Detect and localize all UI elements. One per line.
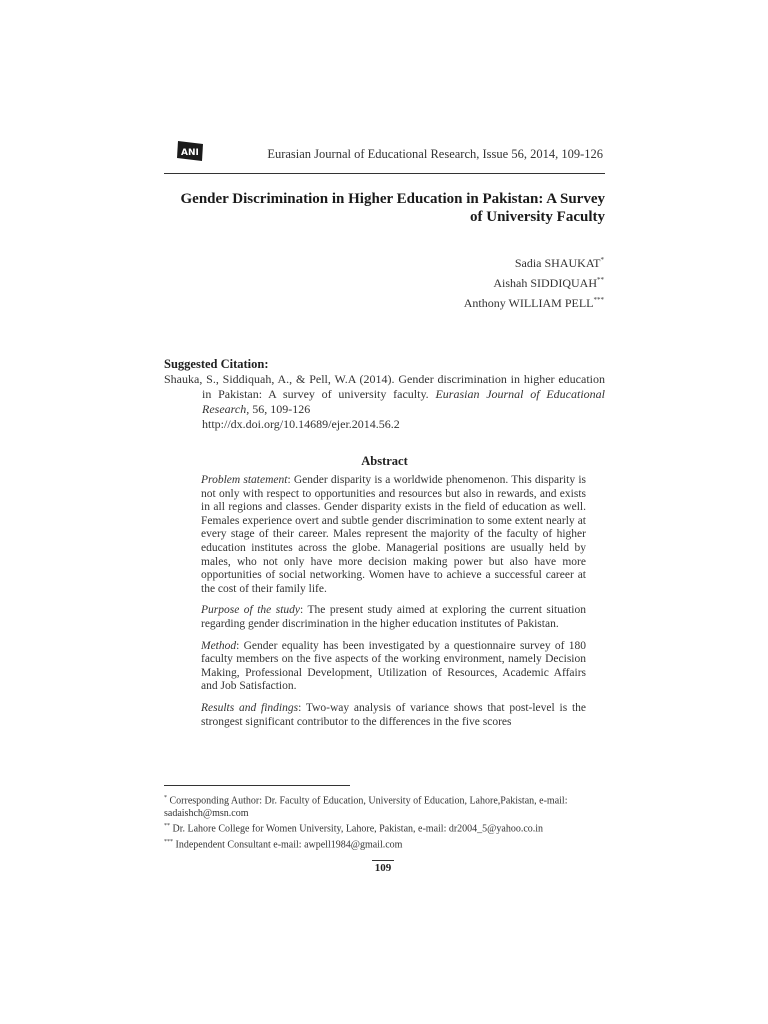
author-mark: * bbox=[600, 256, 604, 264]
author-3 bbox=[464, 296, 604, 311]
footnote-mark: * bbox=[164, 795, 167, 801]
footnote-divider bbox=[164, 785, 350, 786]
paragraph-text: : The present study aimed at exploring the current situation regarding gender discrimination in the higher education institutes of Pakistan. bbox=[201, 604, 586, 630]
paper-title: Gender Discrimination in Higher Education in Pakistan: A Survey of University Faculty bbox=[180, 191, 605, 225]
abstract-paragraph bbox=[201, 640, 586, 694]
journal-header: Eurasian Journal of Educational Research, Issue 56, 2014, 109-126 bbox=[267, 147, 603, 161]
author-name: Anthony WILLIAM PELL bbox=[463, 296, 594, 310]
paragraph-text: : Gender disparity is a worldwide phenomenon. This disparity is not only with respect to opportunities and resources but also in rewards, and exists in all regions and classes. Gender disparity exists in the field of education as well. Females experience overt and subtle gender discrimination to some extent nearly at every stage of their career. Males represent the majority of the faculty of higher education institutes across the globe. Managerial positions are usually held by males, who not only have more decision making power but also have more opportunities of social networking. Women have to achieve a successful career at the cost of their family life. bbox=[201, 474, 586, 595]
citation-text: Shauka, S., Siddiquah, A., & Pell, W.A (2014). Gender discrimination in higher education in Pakistan: A survey of university faculty. bbox=[164, 372, 605, 401]
abstract-paragraph bbox=[201, 604, 586, 631]
paragraph-label: Method bbox=[201, 639, 237, 652]
paragraph-label: Purpose of the study bbox=[201, 604, 301, 617]
abstract-heading: Abstract bbox=[361, 454, 408, 468]
abstract-paragraph bbox=[201, 474, 586, 596]
citation-journal: Eurasian Journal of Educational Research, bbox=[202, 387, 606, 416]
logo-text: ANI bbox=[181, 148, 199, 158]
page-number: 109 bbox=[372, 860, 394, 874]
footnote-text: Corresponding Author: Dr. Faculty of Education, University of Education, Lahore,Pakistan, e-mail: sadaishch@msn.com bbox=[164, 795, 568, 819]
abstract-paragraph bbox=[201, 702, 586, 729]
author-name: Sadia SHAUKAT bbox=[514, 256, 601, 270]
footnote-text: Independent Consultant e-mail: awpell1984@gmail.com bbox=[175, 839, 403, 851]
suggested-citation bbox=[164, 372, 605, 432]
citation-volume: 56, 109-126 bbox=[252, 402, 311, 416]
journal-logo bbox=[176, 140, 206, 162]
paragraph-label: Problem statement bbox=[201, 474, 288, 486]
paragraph-label: Results and findings bbox=[201, 701, 299, 714]
author-2 bbox=[493, 276, 604, 291]
author-1 bbox=[515, 256, 604, 271]
author-name: Aishah SIDDIQUAH bbox=[493, 276, 597, 290]
citation-doi-link[interactable]: http://dx.doi.org/10.14689/ejer.2014.56.2 bbox=[202, 417, 400, 431]
footnote-mark: ** bbox=[164, 823, 170, 830]
author-mark: ** bbox=[597, 276, 604, 284]
citation-heading: Suggested Citation: bbox=[164, 357, 269, 371]
paragraph-text: : Gender equality has been investigated by a questionnaire survey of 180 faculty members on the five aspects of the working environment, namely Decision Making, Professional Development, Utilization of Resources, Academic Affairs and Job Satisfaction. bbox=[201, 639, 586, 693]
footnote bbox=[164, 820, 605, 836]
footnote-mark: *** bbox=[164, 839, 173, 846]
abstract-body bbox=[201, 474, 586, 737]
paragraph-text: : Two-way analysis of variance shows that post-level is the strongest significant contributor to the differences in the five scores bbox=[201, 701, 586, 728]
author-mark: *** bbox=[593, 296, 604, 304]
footnotes bbox=[164, 792, 605, 852]
footnote bbox=[164, 792, 605, 820]
footnote bbox=[164, 836, 605, 852]
footnote-text: Dr. Lahore College for Women University, Lahore, Pakistan, e-mail: dr2004_5@yahoo.co.in bbox=[172, 823, 544, 835]
header-divider bbox=[164, 173, 605, 174]
